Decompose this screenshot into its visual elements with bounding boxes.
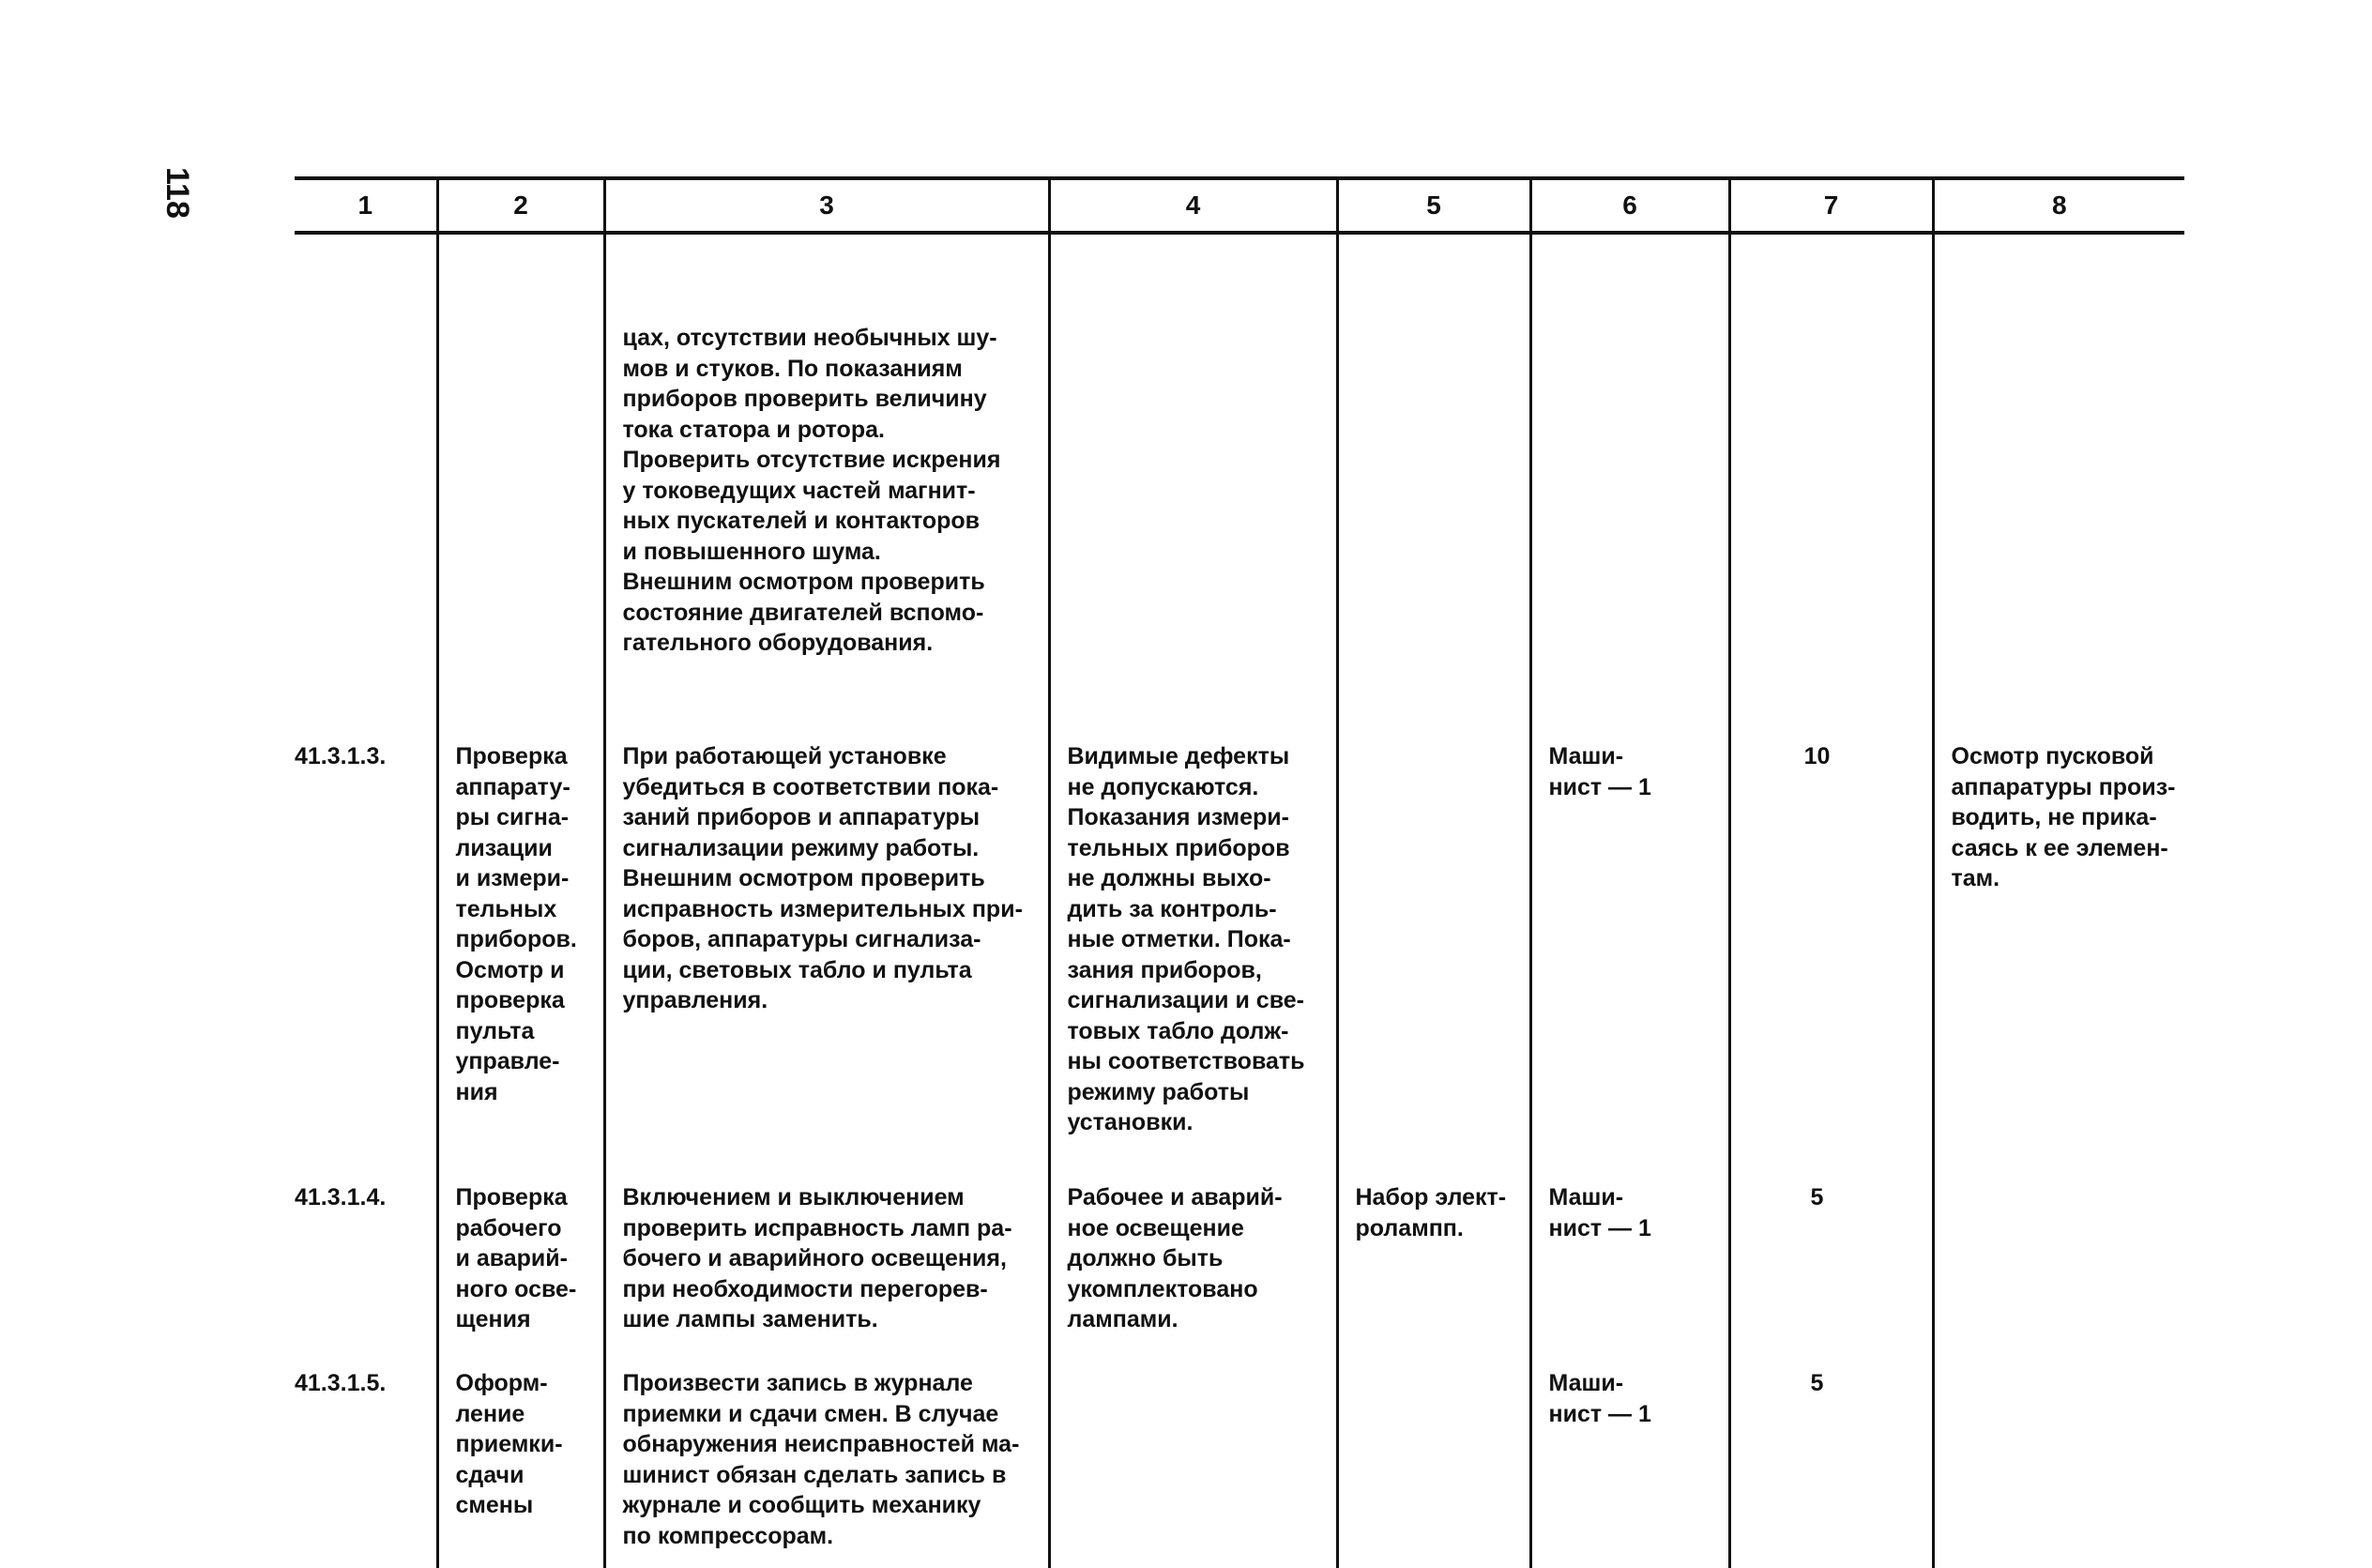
header-col-5: 5 — [1337, 178, 1530, 233]
header-col-6: 6 — [1530, 178, 1729, 233]
header-col-2: 2 — [437, 178, 604, 233]
cell-requirements — [1049, 1361, 1337, 1568]
header-col-8: 8 — [1933, 178, 2184, 233]
cell-requirements — [1049, 233, 1337, 722]
cell-item-number: 41.3.1.4. — [295, 1184, 387, 1210]
cell-item-number — [295, 233, 437, 722]
table-row — [295, 1162, 2184, 1361]
cell-procedure: Включением и выключением проверить исправность ламп ра- бочего и аварийного освещения, при необходимости перегорев- шие лампы заменить. — [604, 1162, 1049, 1361]
cell-procedure: цах, отсутствии необычных шу- мов и стуков. По показаниям приборов проверить величину тока статора и ротора. Проверить отсутствие искрения у токоведущих частей магнит- ных пускателей и контакторов и повышенного шума. Внешним осмотром проверить состояние двигателей вспомо- гательного оборудования. — [604, 233, 1049, 722]
cell-time: 5 — [1729, 1361, 1933, 1568]
cell-performer — [1530, 233, 1729, 722]
cell-operation-name: Проверка рабочего и аварий- ного осве- щения — [437, 1162, 604, 1361]
cell-item-number: 41.3.1.5. — [295, 1370, 387, 1396]
cell-time — [1729, 233, 1933, 722]
header-col-3: 3 — [604, 178, 1049, 233]
cell-performer: Маши- нист — 1 — [1530, 1162, 1729, 1361]
cell-notes — [1933, 1361, 2184, 1568]
cell-requirements: Рабочее и аварий- ное освещение должно быть укомплектовано лампами. — [1049, 1162, 1337, 1361]
cell-time: 5 — [1729, 1162, 1933, 1361]
cell-notes — [1933, 233, 2184, 722]
header-col-4: 4 — [1049, 178, 1337, 233]
cell-procedure: Произвести запись в журнале приемки и сдачи смен. В случае обнаружения неисправностей ма- шинист обязан сделать запись в журнале и сообщить механику по компрессорам. — [604, 1361, 1049, 1568]
cell-time: 10 — [1729, 722, 1933, 1162]
cell-operation-name: Проверка аппарату- ры сигна- лизации и измери- тельных приборов. Осмотр и проверка пульта управле- ния — [437, 722, 604, 1162]
page-number: 118 — [160, 167, 195, 219]
cell-performer: Маши- нист — 1 — [1530, 1361, 1729, 1568]
cell-performer: Маши- нист — 1 — [1530, 722, 1729, 1162]
cell-item-number: 41.3.1.3. — [295, 743, 387, 769]
header-col-7: 7 — [1729, 178, 1933, 233]
cell-notes — [1933, 1162, 2184, 1361]
cell-operation-name — [437, 233, 604, 722]
cell-notes: Осмотр пусковой аппаратуры произ- водить, не прика- саясь к ее элемен- там. — [1933, 722, 2184, 1162]
cell-materials — [1337, 233, 1530, 722]
cell-requirements: Видимые дефекты не допускаются. Показания измери- тельных приборов не должны выхо- дить за контроль- ные отметки. Пока- зания приборов, сигнализации и све- товых табло долж- ны соответствовать режиму работы установки. — [1049, 722, 1337, 1162]
cell-procedure: При работающей установке убедиться в соответствии пока- заний приборов и аппаратуры сигнализации режиму работы. Внешним осмотром проверить исправность измерительных при- боров, аппаратуры сигнализа- ции, световых табло и пульта управления. — [604, 722, 1049, 1162]
table-row — [295, 722, 2184, 1162]
cell-operation-name: Оформ- ление приемки- сдачи смены — [437, 1361, 604, 1568]
table-row — [295, 233, 2184, 722]
header-row — [295, 178, 2184, 233]
cell-materials — [1337, 1361, 1530, 1568]
maintenance-table — [295, 176, 2184, 1568]
header-col-1: 1 — [295, 178, 437, 233]
cell-materials: Набор элект- ролампп. — [1337, 1162, 1530, 1361]
table-row — [295, 1361, 2184, 1568]
cell-materials — [1337, 722, 1530, 1162]
